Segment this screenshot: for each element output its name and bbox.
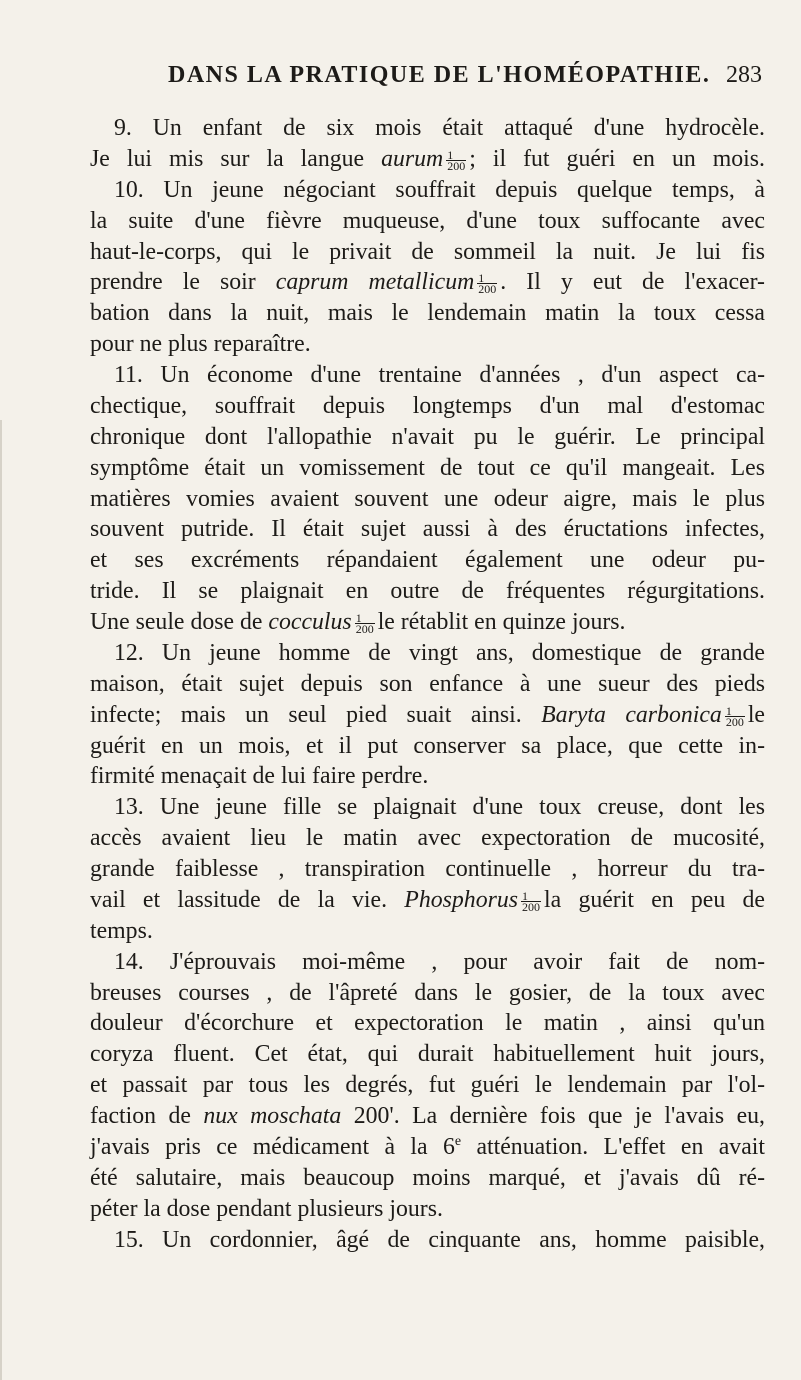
text-line — [90, 1008, 765, 1039]
body-text — [90, 113, 765, 1255]
fraction-denominator: 200 — [478, 282, 497, 297]
fraction-denominator: 200 — [447, 158, 466, 173]
text-run: le — [747, 701, 765, 728]
text-run: atténuation. L'effet en avait — [461, 1133, 765, 1160]
text-run: douleur d'écorchure et expectoration le matin , ainsi qu'un — [90, 1010, 765, 1037]
text-run: 12. Un jeune homme de vingt ans, domestique de grande — [114, 639, 765, 666]
text-run: tride. Il se plaignait en outre de fréquentes régurgitations. — [90, 578, 765, 605]
text-run: 10. Un jeune négociant souffrait depuis quelque temps, à — [114, 176, 765, 203]
dilution-fraction — [477, 271, 497, 297]
remedy-name: cocculus — [268, 609, 352, 635]
text-line — [90, 1101, 765, 1132]
text-run: breuses courses , de l'âpreté dans le gosier, de la toux avec — [90, 979, 765, 1006]
fraction-denominator: 200 — [522, 899, 541, 914]
text-run: Une seule dose de — [90, 609, 269, 635]
text-line — [90, 700, 765, 731]
fraction-numerator: 1 — [725, 706, 745, 717]
dilution-fraction — [446, 147, 466, 173]
text-run: 13. Une jeune fille se plaignait d'une toux creuse, dont les — [114, 794, 765, 821]
fraction-numerator: 1 — [477, 273, 497, 284]
text-line — [90, 514, 765, 545]
text-run: haut-le-corps, qui le privait de sommeil la nuit. Je lui fis — [90, 238, 765, 265]
remedy-name: Baryta carbonica — [541, 701, 722, 728]
fraction-denominator: 200 — [725, 714, 744, 729]
text-line — [90, 947, 765, 978]
text-line — [90, 669, 765, 700]
text-line — [90, 823, 765, 854]
text-line — [90, 607, 765, 638]
text-run: firmité menaçait de lui faire perdre. — [90, 763, 429, 790]
fraction-numerator: 1 — [521, 891, 541, 902]
fraction-denominator: 200 — [355, 622, 374, 637]
text-run: temps. — [90, 917, 153, 944]
remedy-name: nux moschata — [203, 1103, 342, 1129]
page-number: 283 — [726, 62, 762, 88]
text-line — [90, 978, 765, 1009]
text-line — [90, 1039, 765, 1070]
text-run: accès avaient lieu le matin avec expectoration de mucosité, — [90, 825, 765, 852]
text-run: faction de — [90, 1103, 204, 1129]
text-run: infecte; mais un seul pied suait ainsi. — [90, 701, 542, 728]
text-run: prendre le soir — [90, 269, 276, 296]
text-run: coryza fluent. Cet état, qui durait habituellement huit jours, — [90, 1041, 765, 1068]
text-run: 15. Un cordonnier, âgé de cinquante ans, homme paisible, — [114, 1226, 765, 1253]
text-run: bation dans la nuit, mais le lendemain matin la toux cessa — [90, 300, 765, 327]
text-line — [90, 237, 765, 268]
text-line — [90, 360, 765, 391]
text-line — [90, 545, 765, 576]
text-line — [90, 422, 765, 453]
superscript: e — [454, 1133, 462, 1149]
text-line — [90, 298, 765, 329]
text-line — [90, 761, 765, 792]
text-run: chronique dont l'allopathie n'avait pu le guérir. Le principal — [90, 423, 765, 450]
text-run: j'avais pris ce médicament à la 6 — [90, 1133, 455, 1160]
text-run: 11. Un économe d'une trentaine d'années , d'un aspect ca- — [114, 362, 765, 388]
text-line — [90, 1163, 765, 1194]
text-run: grande faiblesse , transpiration continuelle , horreur du tra- — [90, 856, 765, 882]
text-run: Je lui mis sur la langue — [90, 145, 382, 172]
text-line — [90, 1070, 765, 1101]
text-run: . Il y eut de l'exacer- — [500, 269, 765, 296]
text-run: péter la dose pendant plusieurs jours. — [90, 1195, 443, 1222]
text-run: la guérit en peu de — [544, 886, 765, 913]
text-line — [90, 916, 765, 947]
fraction-numerator: 1 — [446, 150, 466, 161]
dilution-fraction — [521, 888, 541, 914]
remedy-name: Phosphorus — [404, 886, 519, 913]
text-run: et passait par tous les degrés, fut guéri le lendemain par l'ol- — [90, 1072, 765, 1099]
text-run: et ses excréments répandaient également une odeur pu- — [90, 547, 765, 574]
text-run: la suite d'une fièvre muqueuse, d'une toux suffocante avec — [90, 207, 765, 234]
text-run: matières vomies avaient souvent une odeur aigre, mais le plus — [90, 485, 765, 512]
text-line — [90, 576, 765, 607]
text-line — [90, 638, 765, 669]
text-line — [90, 144, 765, 175]
text-line — [90, 1225, 765, 1256]
text-line — [90, 453, 765, 484]
running-title: DANS LA PRATIQUE DE L'HOMÉOPATHIE. — [168, 62, 711, 88]
remedy-name: caprum metallicum — [275, 269, 475, 296]
text-run: été salutaire, mais beaucoup moins marqué, et j'avais dû ré- — [90, 1164, 765, 1191]
dilution-fraction — [355, 611, 375, 637]
text-line — [90, 484, 765, 515]
text-run: chectique, souffrait depuis longtemps d'un mal d'estomac — [90, 392, 765, 419]
text-run: vail et lassitude de la vie. — [90, 886, 405, 913]
text-run: 9. Un enfant de six mois était attaqué d'une hydrocèle. — [114, 115, 765, 141]
text-run: 200'. La dernière fois que je l'avais eu, — [341, 1103, 765, 1129]
text-line — [90, 113, 765, 144]
text-line — [90, 1194, 765, 1225]
text-run: pour ne plus reparaître. — [90, 331, 311, 358]
text-line — [90, 792, 765, 823]
text-run: maison, était sujet depuis son enfance à une sueur des pieds — [90, 670, 765, 697]
text-line — [90, 329, 765, 360]
fraction-numerator: 1 — [355, 613, 375, 624]
page-header — [0, 40, 801, 88]
text-line — [90, 206, 765, 237]
text-line — [90, 1132, 765, 1163]
remedy-name: aurum — [381, 145, 444, 172]
text-run: le rétablit en quinze jours. — [377, 609, 626, 635]
text-run: ; il fut guéri en un mois. — [469, 145, 765, 172]
text-line — [90, 267, 765, 298]
text-run: guérit en un mois, et il put conserver sa place, que cette in- — [90, 732, 765, 759]
text-line — [90, 391, 765, 422]
dilution-fraction — [725, 703, 745, 729]
text-line — [90, 854, 765, 885]
text-run: souvent putride. Il était sujet aussi à des éructations infectes, — [90, 516, 765, 543]
text-run: 14. J'éprouvais moi-même , pour avoir fait de nom- — [114, 948, 765, 975]
text-line — [90, 175, 765, 206]
text-line — [90, 885, 765, 916]
text-run: symptôme était un vomissement de tout ce qu'il mangeait. Les — [90, 454, 765, 481]
text-line — [90, 731, 765, 762]
page-edge-shadow — [0, 420, 2, 1380]
